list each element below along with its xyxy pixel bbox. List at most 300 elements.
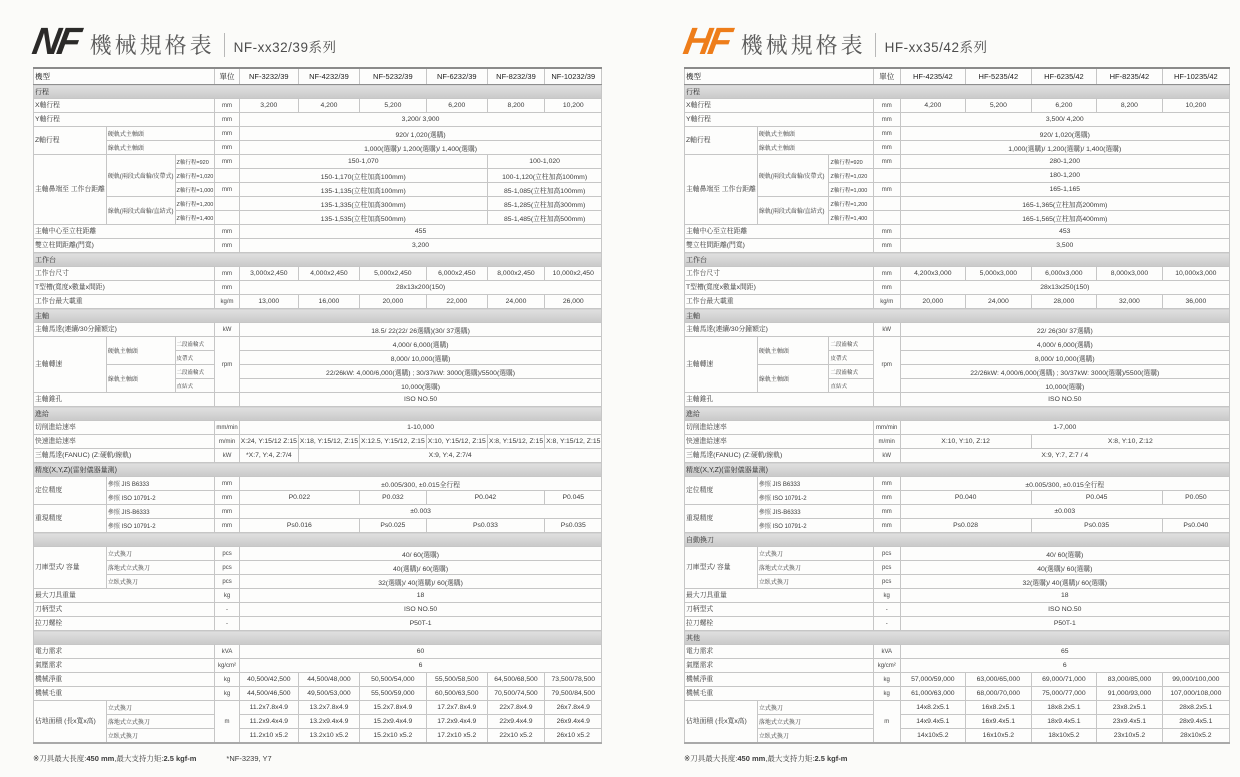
value-cell: 22/26kW: 4,000/6,000(選購) ; 30/37kW: 3000(選購)/5500(選購) [900,365,1229,379]
sub-label: 立臥式換刀 [757,575,873,589]
value-cell: 8,200 [1097,99,1163,113]
unit-cell: mm [215,505,239,519]
value-cell: 55,500/59,000 [359,687,426,701]
value-cell: X:24, Y:15/12 Z:15 [239,435,298,449]
sub-label: 線軌(兩段式齒輪/直結式) [757,197,829,225]
sub-label: 硬軌主軸頭 [106,337,175,365]
sub-label: 線軌式主軸頭 [106,141,215,155]
value-cell: 24,000 [487,295,544,309]
row-label: 拉刀螺栓 [685,617,874,631]
sub-label: 硬軌(兩段式齒輪/皮帶式) [106,155,175,197]
value-cell: ±0.003 [239,505,602,519]
row-label: 主軸中心至立柱距離 [34,225,215,239]
value-cell: 16x8.2x5.1 [966,701,1032,715]
unit-cell: mm [873,281,900,295]
value-cell: 4,000/ 6,000(選購) [900,337,1229,351]
title-divider [224,33,225,57]
value-cell: 85-1,085(立柱加高100mm) [487,183,602,197]
sub-label: 落地式立式換刀 [106,561,215,575]
value-cell: 150-1,170(立柱加高100mm) [239,169,487,183]
unit-cell: kg/cm² [215,659,239,673]
value-cell: ±0.003 [900,505,1229,519]
value-cell: 68,000/70,000 [966,687,1032,701]
value-cell: 10,000(選購) [900,379,1229,393]
value-cell: 11.2x7.8x4.9 [239,701,298,715]
sub-label: 參照 JIS-B6333 [757,505,873,519]
sub-label: 線軌主軸頭 [757,365,829,393]
variant-label: 皮帶式 [829,351,873,365]
value-cell: P0.050 [1162,491,1229,505]
unit-cell: mm/min [873,421,900,435]
unit-cell: kg [873,673,900,687]
value-cell: 135-1,335(立柱加高300mm) [239,197,487,211]
unit-cell: mm/min [215,421,239,435]
column-header: NF-4232/39 [298,68,359,85]
value-cell: 40(選購)/ 60(選購) [239,561,602,575]
value-cell: P0.040 [900,491,1031,505]
value-cell: 49,500/53,000 [298,687,359,701]
row-label: 電力需求 [685,645,874,659]
unit-cell: kg [215,687,239,701]
row-label: 最大刀具重量 [34,589,215,603]
value-cell: Ps0.025 [359,519,426,533]
unit-cell: pcs [873,547,900,561]
value-cell: Ps0.035 [545,519,602,533]
row-label: 主軸錐孔 [685,393,874,407]
row-label: 雙立柱間距離(門寬) [685,239,874,253]
value-cell: 3,500 [900,239,1229,253]
variant-label: Z軸行程=920 [175,155,215,169]
nf-spec-panel [29,16,601,764]
header-label: 機型 [685,68,874,85]
unit-cell: mm [873,477,900,491]
value-cell: 50,500/54,000 [359,673,426,687]
row-label: 切削進給速率 [34,421,215,435]
footnote-text: ※刀具最大長度: [33,754,87,763]
footnote-text: ※刀具最大長度: [684,754,738,763]
value-cell: 23x9.4x5.1 [1097,715,1163,729]
value-cell: 15.2x9.4x4.9 [359,715,426,729]
value-cell: 13,000 [239,295,298,309]
row-label: T型槽(寬度x數量x間距) [34,281,215,295]
section-header: 其他 [685,631,1230,645]
value-cell: 5,000x3,000 [966,267,1032,281]
row-label: 雙立柱間距離(門寬) [34,239,215,253]
value-cell: 10,000x2,450 [545,267,602,281]
value-cell: 85-1,285(立柱加高300mm) [487,197,602,211]
unit-cell: kg/cm² [873,659,900,673]
value-cell: 23x8.2x5.1 [1097,701,1163,715]
value-cell: ISO NO.50 [900,603,1229,617]
section-header: 主軸 [685,309,1230,323]
value-cell: 455 [239,225,602,239]
value-cell: 17.2x9.4x4.9 [426,715,487,729]
value-cell: P0.032 [359,491,426,505]
value-cell: 3,200/ 3,900 [239,113,602,127]
row-label: Z軸行程 [685,127,758,155]
unit-cell: - [873,617,900,631]
value-cell: X:9, Y:7, Z:7 / 4 [900,449,1229,463]
section-header: 主軸 [34,309,602,323]
variant-label: 直結式 [829,379,873,393]
unit-cell: mm [873,491,900,505]
unit-cell: mm [873,183,900,197]
footnote-bold: 2.5 kgf-m [163,754,197,763]
column-header: NF-10232/39 [545,68,602,85]
unit-cell [215,197,239,211]
value-cell: 920/ 1,020(選購) [239,127,602,141]
column-header: NF-5232/39 [359,68,426,85]
section-header: 進給 [685,407,1230,421]
value-cell: 60,500/63,500 [426,687,487,701]
value-cell: 83,000/85,000 [1097,673,1163,687]
unit-cell [215,393,239,407]
value-cell: 23x10x5.2 [1097,729,1163,744]
unit-cell [215,211,239,225]
value-cell: 28x13x200(150) [239,281,602,295]
value-cell: ±0.005/300, ±0.015全行程 [239,477,602,491]
unit-cell: - [215,603,239,617]
footnote-bold: 450 mm [737,754,766,763]
variant-label: 二段齒輪式 [175,337,215,351]
unit-cell: pcs [215,547,239,561]
unit-cell: m/min [215,435,239,449]
nf-page-title: 機械規格表 [89,33,215,58]
value-cell: Ps0.040 [1162,519,1229,533]
sub-label: 立式換刀 [106,701,215,715]
unit-cell: kg [873,589,900,603]
value-cell: 4,000x2,450 [298,267,359,281]
value-cell: 165-1,365(立柱加高200mm) [900,197,1229,211]
value-cell: X:8, Y:10, Z:12 [1031,435,1229,449]
section-header: 自動換刀 [685,533,1230,547]
value-cell: X:8, Y:15/12, Z:15 [545,435,602,449]
value-cell: 13.2x10 x5.2 [298,729,359,744]
value-cell: 28x13x250(150) [900,281,1229,295]
unit-cell: m [873,701,900,744]
value-cell: X:8, Y:15/12, Z:15 [487,435,544,449]
sub-label: 線軌主軸頭 [106,365,175,393]
value-cell: 10,200 [545,99,602,113]
nf-titlebar [29,16,595,63]
hf-footnote [684,753,1230,764]
sub-label: 參照 ISO 10791-2 [106,519,215,533]
value-cell: 453 [900,225,1229,239]
value-cell: 22/26kW: 4,000/6,000(選購) ; 30/37kW: 3000(選購)/5500(選購) [239,365,602,379]
column-header: HF-8235/42 [1097,68,1163,85]
hf-titlebar [680,16,1230,63]
row-label: 拉刀螺栓 [34,617,215,631]
unit-cell: pcs [873,575,900,589]
row-label: 三軸馬達(FANUC) (Z:硬軌/線軌) [685,449,874,463]
value-cell: 85-1,485(立柱加高500mm) [487,211,602,225]
sub-label: 落地式立式換刀 [757,715,873,729]
sub-label: 立式換刀 [106,547,215,561]
header-label: 機型 [34,68,215,85]
section-header: 工作台 [34,253,602,267]
value-cell: 6 [239,659,602,673]
value-cell: Ps0.033 [426,519,544,533]
value-cell: 18 [239,589,602,603]
row-label: 重現精度 [34,505,107,533]
column-header: NF-8232/39 [487,68,544,85]
value-cell: 14x10x5.2 [900,729,966,744]
unit-cell: mm [215,127,239,141]
value-cell: 1,000(選購)/ 1,200(選購)/ 1,400(選購) [239,141,602,155]
value-cell: 1,000(選購)/ 1,200(選購)/ 1,400(選購) [900,141,1229,155]
value-cell: 28x8.2x5.1 [1162,701,1229,715]
hf-spec-table [684,67,1230,744]
value-cell: 6,200 [426,99,487,113]
row-label: 定位精度 [685,477,758,505]
sub-label: 硬軌(兩段式齒輪/皮帶式) [757,155,829,197]
value-cell: 18x10x5.2 [1031,729,1097,744]
section-header [34,533,602,547]
value-cell: 40(選購)/ 60(選購) [900,561,1229,575]
value-cell: P0.022 [239,491,359,505]
value-cell: 17.2x7.8x4.9 [426,701,487,715]
unit-cell: mm [215,183,239,197]
value-cell: 135-1,135(立柱加高100mm) [239,183,487,197]
value-cell: Ps0.016 [239,519,359,533]
row-label: 機械淨重 [34,673,215,687]
unit-cell: kVA [215,645,239,659]
hf-logo: HF [680,20,733,63]
section-header: 進給 [34,407,602,421]
value-cell: 4,200 [298,99,359,113]
sub-label: 參照 ISO 10791-2 [757,491,873,505]
unit-cell: mm [215,99,239,113]
value-cell: 26x10 x5.2 [545,729,602,744]
value-cell: 6,200 [1031,99,1097,113]
value-cell: 22x9.4x4.9 [487,715,544,729]
row-label: 佔地面積 (長x寬x高) [34,701,107,744]
sub-label: 硬軌式主軸頭 [106,127,215,141]
value-cell: 100-1,120(立柱加高100mm) [487,169,602,183]
variant-label: Z軸行程=1,000 [175,183,215,197]
header-label: 單位 [873,68,900,85]
variant-label: Z軸行程=1,400 [829,211,873,225]
variant-label: 二段齒輪式 [829,337,873,351]
value-cell: 8,000/ 10,000(選購) [239,351,602,365]
value-cell: 28x9.4x5.1 [1162,715,1229,729]
unit-cell: m/min [873,435,900,449]
unit-cell: mm [873,141,900,155]
row-label: 快速進給速率 [685,435,874,449]
value-cell: 16x10x5.2 [966,729,1032,744]
value-cell: 65 [900,645,1229,659]
variant-label: Z軸行程=1,020 [175,169,215,183]
value-cell: 180-1,200 [900,169,1229,183]
row-label: T型槽(寬度x數量x間距) [685,281,874,295]
nf-series-label: NF-xx32/39系列 [233,40,337,55]
value-cell: 70,500/74,500 [487,687,544,701]
row-label: 氣壓需求 [685,659,874,673]
value-cell: 22,000 [426,295,487,309]
sub-label: 立式換刀 [757,547,873,561]
sub-label: 參照 JIS-B6333 [106,505,215,519]
row-label: 刀庫型式/ 容量 [34,547,107,589]
unit-cell: - [215,617,239,631]
value-cell: P0.042 [426,491,544,505]
variant-label: Z軸行程=920 [829,155,873,169]
row-label: 重現精度 [685,505,758,533]
value-cell: 3,200 [239,99,298,113]
sub-label: 參照 ISO 10791-2 [757,519,873,533]
unit-cell: pcs [215,575,239,589]
unit-cell: mm [215,491,239,505]
value-cell: 15.2x10 x5.2 [359,729,426,744]
value-cell: 61,000/63,000 [900,687,966,701]
variant-label: 二段齒輪式 [829,365,873,379]
nf-logo: NF [29,20,82,63]
unit-cell: mm [215,113,239,127]
row-label: 佔地面積 (長x寬x高) [685,701,758,744]
unit-cell: mm [215,239,239,253]
value-cell: X:10, Y:10, Z:12 [900,435,1031,449]
unit-cell: mm [873,155,900,169]
unit-cell: pcs [873,561,900,575]
footnote-text: ,最大支持力矩: [114,754,164,763]
value-cell: P0.045 [545,491,602,505]
variant-label: 直結式 [175,379,215,393]
row-label: 主軸轉速 [34,337,107,393]
value-cell: 3,500/ 4,200 [900,113,1229,127]
value-cell: 14x9.4x5.1 [900,715,966,729]
value-cell: 3,200 [239,239,602,253]
value-cell: 63,000/65,000 [966,673,1032,687]
sub-label: 立臥式換刀 [106,729,215,744]
value-cell: 40/ 60(選購) [900,547,1229,561]
row-label: Y軸行程 [34,113,215,127]
value-cell: 20,000 [900,295,966,309]
value-cell: X:12.5, Y:15/12, Z:15 [359,435,426,449]
value-cell: 5,200 [966,99,1032,113]
value-cell: 28x10x5.2 [1162,729,1229,744]
value-cell: 4,000/ 6,000(選購) [239,337,602,351]
value-cell: 18 [900,589,1229,603]
row-label: 最大刀具重量 [685,589,874,603]
sub-label: 立式換刀 [757,701,873,715]
unit-cell [215,169,239,183]
sub-label: 參照 ISO 10791-2 [106,491,215,505]
value-cell: 16x9.4x5.1 [966,715,1032,729]
value-cell: 28,000 [1031,295,1097,309]
row-label: 主軸中心至立柱距離 [685,225,874,239]
footnote-bold: 450 mm [86,754,115,763]
value-cell: 150-1,070 [239,155,487,169]
unit-cell: kg [215,589,239,603]
value-cell: 1-10,000 [239,421,602,435]
value-cell: 55,500/58,500 [426,673,487,687]
value-cell: 10,000x3,000 [1162,267,1229,281]
row-label: 氣壓需求 [34,659,215,673]
value-cell: 165-1,565(立柱加高400mm) [900,211,1229,225]
unit-cell [873,211,900,225]
value-cell: 18x8.2x5.1 [1031,701,1097,715]
value-cell: 135-1,535(立柱加高500mm) [239,211,487,225]
row-label: 定位精度 [34,477,107,505]
unit-cell: mm [873,519,900,533]
value-cell: 99,000/100,000 [1162,673,1229,687]
row-label: 主軸馬達(連續/30分鐘額定) [685,323,874,337]
row-label: 主軸錐孔 [34,393,215,407]
unit-cell: mm [215,477,239,491]
value-cell: 18x9.4x5.1 [1031,715,1097,729]
value-cell: 16,000 [298,295,359,309]
value-cell: 8,200 [487,99,544,113]
row-label: 電力需求 [34,645,215,659]
unit-cell: mm [215,155,239,169]
value-cell: P50T-1 [900,617,1229,631]
value-cell: 20,000 [359,295,426,309]
value-cell: 26,000 [545,295,602,309]
value-cell: 26x7.8x4.9 [545,701,602,715]
section-header: 行程 [34,85,602,99]
unit-cell: mm [873,239,900,253]
unit-cell: - [873,603,900,617]
sub-label: 參照 JIS B6333 [757,477,873,491]
value-cell: 6 [900,659,1229,673]
value-cell: ISO NO.50 [900,393,1229,407]
value-cell: 36,000 [1162,295,1229,309]
sub-label: 線軌式主軸頭 [757,141,873,155]
row-label: Y軸行程 [685,113,874,127]
row-label: 工作台尺寸 [34,267,215,281]
variant-label: Z軸行程=1,200 [175,197,215,211]
value-cell: 32(選購)/ 40(選購)/ 60(選購) [900,575,1229,589]
value-cell: 4,200 [900,99,966,113]
row-label: 刀柄型式 [685,603,874,617]
variant-label: 皮帶式 [175,351,215,365]
value-cell: 920/ 1,020(選購) [900,127,1229,141]
value-cell: 100-1,020 [487,155,602,169]
row-label: X軸行程 [685,99,874,113]
section-header: 精度(X,Y,Z)(雷射儀器量測) [685,463,1230,477]
value-cell: 22x10 x5.2 [487,729,544,744]
section-header: 精度(X,Y,Z)(雷射儀器量測) [34,463,602,477]
value-cell: Ps0.028 [900,519,1031,533]
unit-cell: mm [873,127,900,141]
sub-label: 落地式立式換刀 [106,715,215,729]
unit-cell: kVA [873,645,900,659]
value-cell: 10,000(選購) [239,379,602,393]
value-cell: ISO NO.50 [239,603,602,617]
unit-cell: rpm [873,337,900,393]
value-cell: 6,000x2,450 [426,267,487,281]
unit-cell: mm [215,281,239,295]
row-label: 三軸馬達(FANUC) (Z:硬軌/線軌) [34,449,215,463]
footnote-model-note: *NF-3239, Y7 [226,754,272,763]
unit-cell: kW [215,449,239,463]
sub-label: 硬軌主軸頭 [757,337,829,365]
value-cell: 8,000/ 10,000(選購) [900,351,1229,365]
row-label: 刀柄型式 [34,603,215,617]
nf-spec-table [33,67,601,744]
row-label: 主軸轉速 [685,337,758,393]
unit-cell: kg/m [215,295,239,309]
column-header: NF-6232/39 [426,68,487,85]
value-cell: 165-1,165 [900,183,1229,197]
value-cell: 5,200 [359,99,426,113]
hf-page-title: 機械規格表 [740,33,866,58]
row-label: X軸行程 [34,99,215,113]
value-cell: 8,000x3,000 [1097,267,1163,281]
value-cell: X:18, Y:15/12, Z:15 [298,435,359,449]
value-cell: 14x8.2x5.1 [900,701,966,715]
value-cell: 11.2x10 x5.2 [239,729,298,744]
unit-cell: mm [873,113,900,127]
